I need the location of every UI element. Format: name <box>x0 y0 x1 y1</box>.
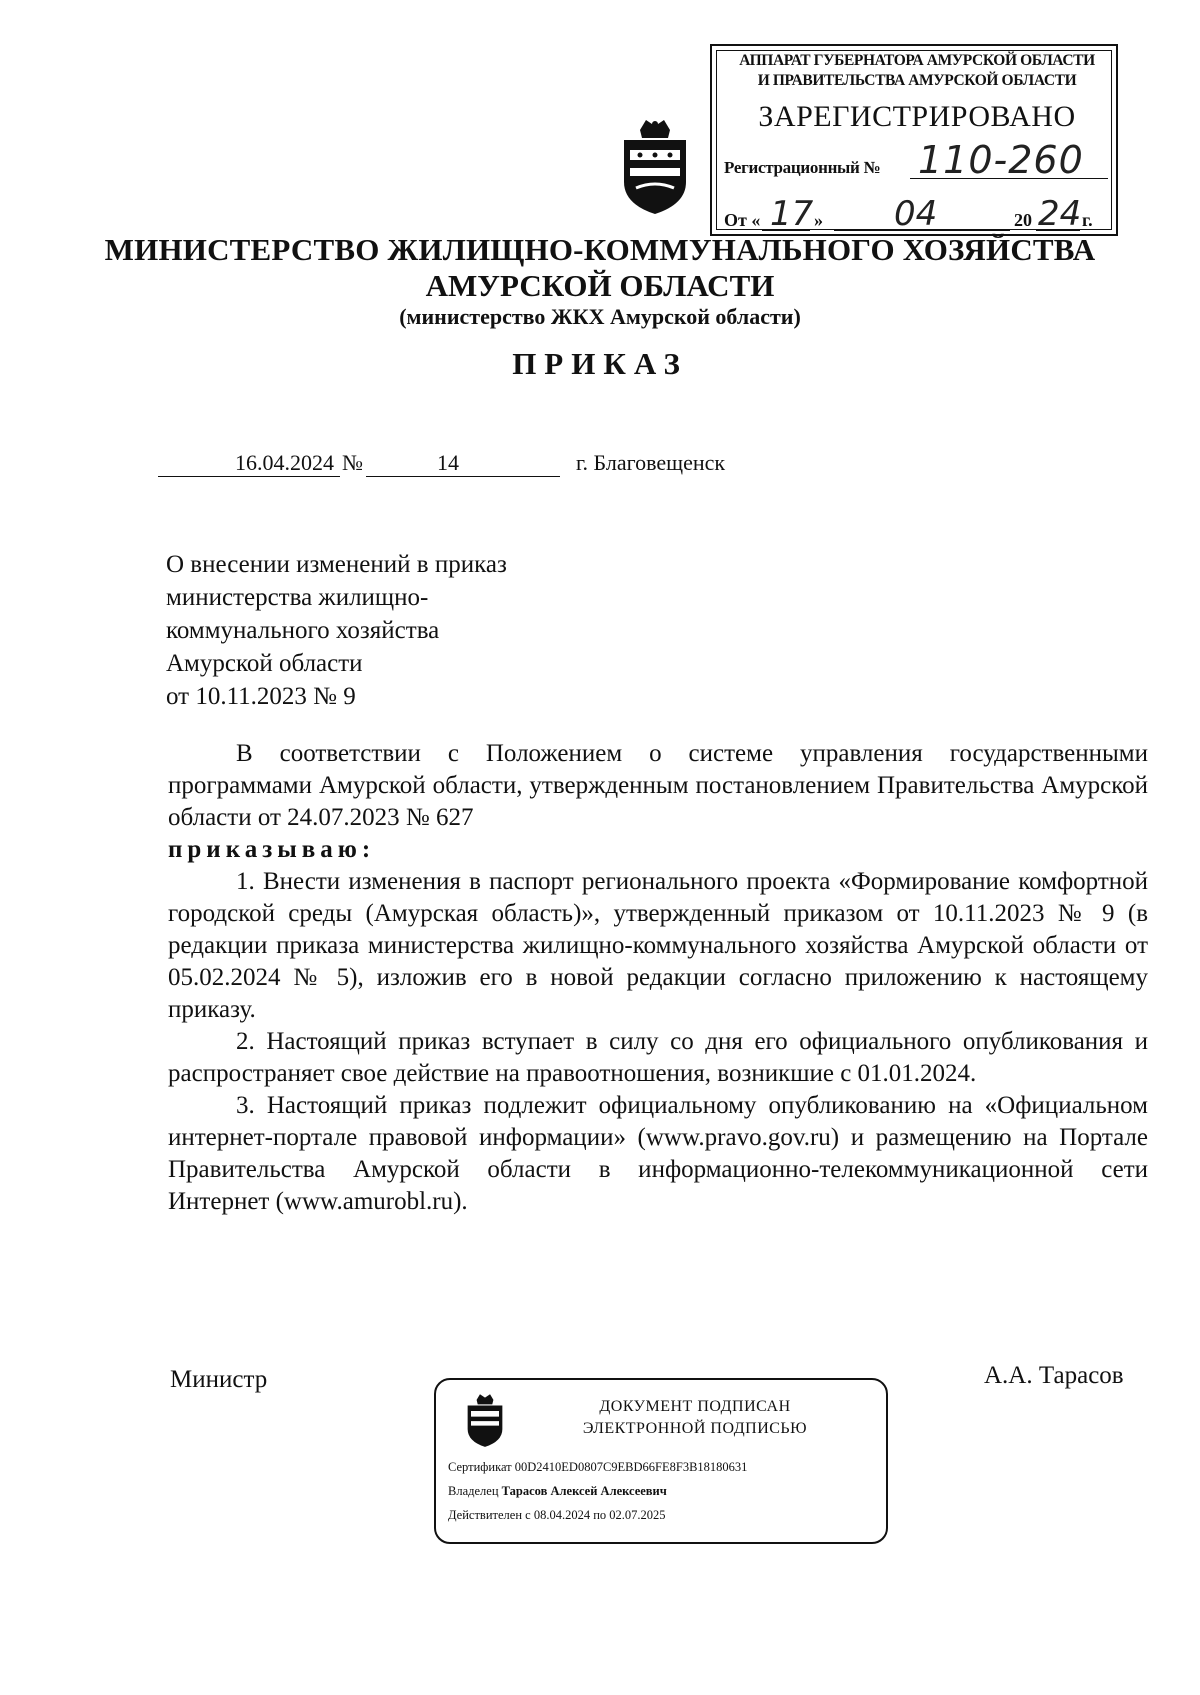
stamp-date-suffix: г. <box>1082 210 1093 230</box>
order-item-3: 3. Настоящий приказ подлежит официальному опубликованию на «Официальном интернет-портале правовой информации» (www.pravo.gov.ru) и размещению на Портале Правительства Амурской области в информационно-телекоммуникационной сети Интернет (www.amurobl.ru). <box>168 1092 1148 1215</box>
stamp-org-line1: АППАРАТ ГУБЕРНАТОРА АМУРСКОЙ ОБЛАСТИ <box>739 52 1095 69</box>
stamp-title: ЗАРЕГИСТРИРОВАНО <box>758 100 1076 133</box>
esig-valid-to: 02.07.2025 <box>609 1508 666 1522</box>
esig-validity <box>448 1508 666 1523</box>
signer-name: А.А. Тарасов <box>984 1362 1124 1389</box>
esig-owner <box>448 1484 667 1499</box>
esig-owner-value: Тарасов Алексей Алексеевич <box>501 1484 667 1498</box>
esig-owner-label: Владелец <box>448 1484 499 1498</box>
stamp-date-year: 24 <box>1038 194 1082 234</box>
stamp-date-prefix: От « <box>724 210 761 230</box>
document-title: ПРИКАЗ <box>512 346 688 381</box>
subject-line: министерства жилищно- <box>166 584 429 611</box>
stamp-date-month: 04 <box>894 194 938 234</box>
ministry-short-name: (министерство ЖКХ Амурской области) <box>399 304 801 329</box>
stamp-date <box>724 194 1109 234</box>
esig-valid-label: Действителен с <box>448 1508 531 1522</box>
subject-line: коммунального хозяйства <box>166 617 440 644</box>
ministry-name-line2: АМУРСКОЙ ОБЛАСТИ <box>425 268 775 303</box>
order-subject <box>166 548 666 713</box>
ministry-name-line1: МИНИСТЕРСТВО ЖИЛИЩНО-КОММУНАЛЬНОГО ХОЗЯЙСТВА <box>104 232 1096 267</box>
order-number-label: № <box>342 450 363 475</box>
coat-of-arms-icon <box>618 116 692 216</box>
stamp-date-day: 17 <box>770 194 814 234</box>
coat-of-arms-icon <box>464 1392 506 1448</box>
esig-valid-to-label: по <box>593 1508 607 1522</box>
stamp-date-quote: » <box>814 210 823 230</box>
order-date: 16.04.2024 <box>158 450 340 477</box>
order-meta-line <box>158 450 858 480</box>
subject-line: от 10.11.2023 № 9 <box>166 683 356 710</box>
signer-position: Министр <box>170 1366 268 1393</box>
stamp-year-prefix: 20 <box>1014 210 1032 230</box>
stamp-number-underline <box>910 178 1108 179</box>
esig-certificate <box>448 1460 747 1475</box>
esig-title-line1: ДОКУМЕНТ ПОДПИСАН <box>599 1398 791 1415</box>
esig-valid-from: 08.04.2024 <box>533 1508 591 1522</box>
subject-line: О внесении изменений в приказ <box>166 551 507 578</box>
electronic-signature-stamp <box>434 1378 888 1544</box>
registration-stamp <box>710 44 1118 236</box>
order-number: 14 <box>366 450 560 477</box>
esig-title-line2: ЭЛЕКТРОННОЙ ПОДПИСЬЮ <box>582 1420 808 1437</box>
esig-certificate-label: Сертификат <box>448 1460 512 1474</box>
subject-line: Амурской области <box>166 650 363 677</box>
order-item-1: 1. Внести изменения в паспорт регионального проекта «Формирование комфортной городской среды (Амурская область)», утвержденный приказом от 10.11.2023 № 9 (в редакции приказа министерства жилищно-коммунального хозяйства Амурской области от 05.02.2024 № 5), изложив его в новой редакции согласно приложению к настоящему приказу. <box>168 868 1148 1023</box>
order-body <box>168 738 1148 1218</box>
order-item-2: 2. Настоящий приказ вступает в силу со дня его официального опубликования и распространяет свое действие на правоотношения, возникшие с 01.01.2024. <box>168 1028 1148 1087</box>
preamble-paragraph: В соответствии с Положением о системе управления государственными программами Амурской области, утвержденным постановлением Правительства Амурской области от 24.07.2023 № 627 <box>168 740 1148 831</box>
stamp-org-line2: И ПРАВИТЕЛЬСТВА АМУРСКОЙ ОБЛАСТИ <box>757 72 1077 89</box>
stamp-number-value: 110-260 <box>918 138 1084 182</box>
decree-word: приказываю: <box>168 836 376 863</box>
stamp-number-label: Регистрационный № <box>724 158 881 177</box>
esig-certificate-value: 00D2410ED0807C9EBD66FE8F3B18180631 <box>514 1460 748 1474</box>
order-city: г. Благовещенск <box>576 450 726 475</box>
